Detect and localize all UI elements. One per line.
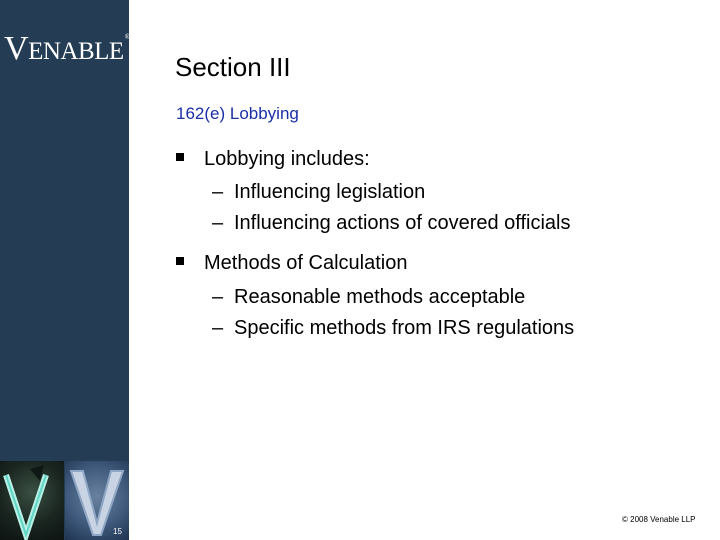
dash-marker: – [212, 181, 224, 203]
bullet-item [176, 252, 407, 275]
sub-item [212, 212, 571, 235]
dash-marker: – [212, 286, 224, 308]
bullet-text: Lobbying includes: [204, 148, 370, 170]
sub-item-text: Reasonable methods acceptable [234, 286, 526, 308]
logo-llp: LLP [131, 53, 145, 61]
sub-item [212, 286, 525, 309]
slide-title: Section III [175, 52, 291, 82]
sub-item [212, 181, 425, 204]
sub-item-text: Specific methods from IRS regulations [234, 317, 575, 339]
slide-subtitle: 162(e) Lobbying [176, 104, 299, 123]
square-bullet-icon [176, 257, 184, 265]
page-number: 15 [113, 527, 122, 536]
logo-registered-mark: ® [124, 33, 130, 41]
sub-item-text: Influencing actions of covered officials [234, 212, 571, 234]
square-bullet-icon [176, 153, 184, 161]
bullet-text: Methods of Calculation [204, 252, 408, 274]
sub-item [212, 317, 574, 340]
dash-marker: – [212, 317, 224, 339]
logo-wordmark: VENABLE [4, 30, 124, 67]
v-letter-icon [0, 461, 64, 540]
sub-item-text: Influencing legislation [234, 181, 426, 203]
dash-marker: – [212, 212, 224, 234]
copyright-notice: © 2008 Venable LLP [622, 515, 696, 524]
sidebar-thumbnails [0, 461, 129, 540]
bullet-item [176, 148, 370, 171]
sidebar [0, 0, 145, 540]
venable-logo [4, 30, 145, 70]
